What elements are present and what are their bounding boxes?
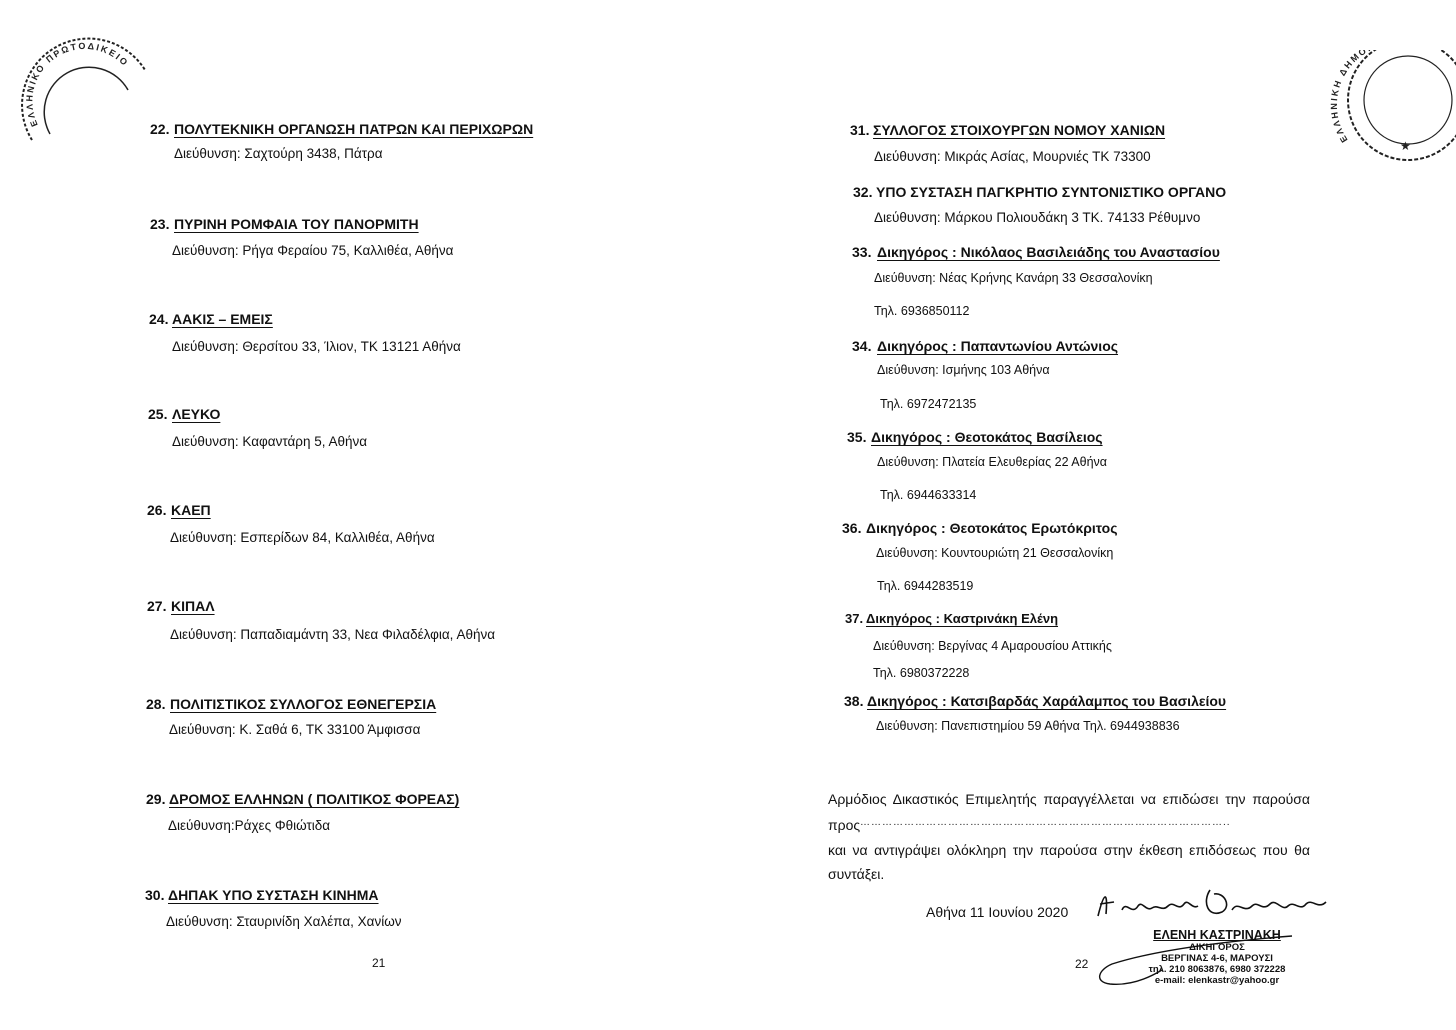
instruction-line-2-prefix: προς [828, 817, 861, 833]
entry-title: Δικηγόρος : Νικόλαος Βασιλειάδης του Αναστασίου [877, 244, 1220, 260]
entry-address: Διεύθυνση: Ισμήνης 103 Αθήνα [877, 363, 1050, 377]
entry-address: Διεύθυνση: Σταυρινίδη Χαλέπα, Χανίων [166, 914, 402, 929]
entry-title: Δικηγόρος : Θεοτοκάτος Ερωτόκριτος [866, 520, 1118, 536]
lawyer-stamp [1096, 926, 1306, 990]
entry-number: 30. [145, 887, 165, 903]
entry-title: Δικηγόρος : Κατσιβαρδάς Χαράλαμπος του Βασιλείου [867, 693, 1227, 709]
entry-number: 22. [150, 121, 170, 137]
entry-address: Διεύθυνση: Πανεπιστημίου 59 Αθήνα Τηλ. 6944938836 [876, 719, 1180, 733]
entry-title: ΛΕΥΚΟ [172, 406, 221, 422]
entry-number: 25. [148, 406, 168, 422]
entry-address: Διεύθυνση: Σαχτούρη 3438, Πάτρα [174, 146, 383, 161]
entry-address: Διεύθυνση: Κ. Σαθά 6, ΤΚ 33100 Άμφισσα [169, 722, 421, 737]
entry-number: 35. [847, 429, 867, 445]
entry-address: Διεύθυνση: Βεργίνας 4 Αμαρουσίου Αττικής [873, 639, 1112, 653]
entry-number: 29. [146, 791, 166, 807]
entry-number: 31. [850, 122, 870, 138]
entry-number: 27. [147, 598, 167, 614]
entry-title: ΚΙΠΑΛ [171, 598, 215, 614]
page-number: 22 [1075, 957, 1089, 971]
entry-number: 37. [845, 611, 864, 626]
entry-number: 23. [150, 216, 170, 232]
entry-title: ΠΟΛΥΤΕΚΝΙΚΗ ΟΡΓΑΝΩΣΗ ΠΑΤΡΩΝ ΚΑΙ ΠΕΡΙΧΩΡΩΝ [174, 121, 534, 137]
entry-title: Δικηγόρος : Παπαντωνίου Αντώνιος [877, 338, 1119, 354]
entry-title: ΣΥΛΛΟΓΟΣ ΣΤΟΙΧΟΥΡΓΩΝ ΝΟΜΟΥ ΧΑΝΙΩΝ [873, 122, 1166, 138]
entry-number: 38. [844, 693, 864, 709]
entry-address: Διεύθυνση: Παπαδιαμάντη 33, Νεα Φιλαδέλφια, Αθήνα [170, 627, 496, 642]
entry-number: 33. [852, 244, 872, 260]
stamp-name: ΕΛΕΝΗ ΚΑΣΤΡΙΝΑΚΗ [1153, 928, 1281, 942]
entry-address: Διεύθυνση: Κουντουριώτη 21 Θεσσαλονίκη [876, 546, 1114, 560]
entry-address: Διεύθυνση: Πλατεία Ελευθερίας 22 Αθήνα [877, 455, 1108, 469]
entry-phone: Τηλ. 6944283519 [877, 579, 974, 593]
instruction-line-3: και να αντιγράψει ολόκληρη την παρούσα στην έκθεση επιδόσεως που θα [828, 842, 1310, 858]
entry-number: 24. [149, 311, 169, 327]
entry-title: ΔΗΠΑΚ ΥΠΟ ΣΥΣΤΑΣΗ ΚΙΝΗΜΑ [168, 887, 379, 903]
entry-number: 32. [853, 184, 873, 200]
entry-title: ΔΡΟΜΟΣ ΕΛΛΗΝΩΝ ( ΠΟΛΙΤΙΚΟΣ ΦΟΡΕΑΣ) [169, 791, 460, 807]
round-stamp-left [20, 30, 150, 160]
stamp-email: e-mail: elenkastr@yahoo.gr [1154, 975, 1280, 986]
entry-phone: Τηλ. 6944633314 [880, 488, 977, 502]
instruction-line-4: συντάξει. [828, 866, 885, 882]
entry-address: Διεύθυνση: Εσπερίδων 84, Καλλιθέα, Αθήνα [170, 530, 435, 545]
entry-address: Διεύθυνση: Ρήγα Φεραίου 75, Καλλιθέα, Αθήνα [172, 243, 454, 258]
entry-address: Διεύθυνση: Μάρκου Πολιουδάκη 3 ΤΚ. 74133 Ρέθυμνο [874, 210, 1201, 225]
entry-number: 36. [842, 520, 862, 536]
instruction-dots: ……………………………………………………………………………………….. [860, 817, 1231, 828]
svg-text:ΕΛΛΗΝΙΚΟ ΠΡΩΤΟΔΙΚΕΙΟ [24, 41, 130, 128]
svg-text:ΕΛΛΗΝΙΚΗ ΔΗΜΟΚΡΑΤΙΑ [1329, 50, 1413, 144]
stamp-address: ΒΕΡΓΙΝΑΣ 4-6, ΜΑΡΟΥΣΙ [1161, 953, 1273, 964]
entry-address: Διεύθυνση:Ράχες Φθιώτιδα [168, 818, 331, 833]
page-number: 21 [372, 956, 386, 970]
entry-phone: Τηλ. 6972472135 [880, 397, 977, 411]
entry-address: Διεύθυνση: Μικράς Ασίας, Μουρνιές ΤΚ 73300 [874, 149, 1151, 164]
stamp-role: ΔΙΚΗΓΟΡΟΣ [1189, 942, 1245, 953]
entry-number: 26. [147, 502, 167, 518]
instruction-line-1: Αρμόδιος Δικαστικός Επιμελητής παραγγέλλεται να επιδώσει την παρούσα [828, 791, 1310, 807]
entry-title: ΑΑΚΙΣ – ΕΜΕΙΣ [172, 311, 273, 327]
entry-address: Διεύθυνση: Νέας Κρήνης Κανάρη 33 Θεσσαλονίκη [874, 271, 1153, 285]
entry-title: ΥΠΟ ΣΥΣΤΑΣΗ ΠΑΓΚΡΗΤΙΟ ΣΥΝΤΟΝΙΣΤΙΚΟ ΟΡΓΑΝΟ [876, 184, 1227, 200]
round-stamp-right [1318, 50, 1456, 170]
entry-title: ΚΑΕΠ [171, 502, 211, 518]
entry-number: 34. [852, 338, 872, 354]
stamp-phones: τηλ. 210 8063876, 6980 372228 [1148, 964, 1286, 975]
entry-address: Διεύθυνση: Θερσίτου 33, Ίλιον, ΤΚ 13121 Αθήνα [172, 339, 461, 354]
date-line: Αθήνα 11 Ιουνίου 2020 [926, 904, 1069, 920]
entry-title: Δικηγόρος : Θεοτοκάτος Βασίλειος [871, 429, 1103, 445]
entry-phone: Τηλ. 6980372228 [873, 666, 970, 680]
entry-title: ΠΟΛΙΤΙΣΤΙΚΟΣ ΣΥΛΛΟΓΟΣ ΕΘΝΕΓΕΡΣΙΑ [170, 696, 437, 712]
stamp-left-text: ΕΛΛΗΝΙΚΟ ΠΡΩΤΟΔΙΚΕΙΟ [24, 40, 131, 129]
entry-address: Διεύθυνση: Καφαντάρη 5, Αθήνα [172, 434, 368, 449]
star-icon: ★ [1400, 139, 1411, 153]
stamp-right-text: ΕΛΛΗΝΙΚΗ ΔΗΜΟ [1328, 50, 1370, 145]
entry-title: Δικηγόρος : Καστρινάκη Ελένη [866, 611, 1059, 626]
entry-number: 28. [146, 696, 166, 712]
entry-phone: Τηλ. 6936850112 [874, 304, 970, 318]
entry-title: ΠΥΡΙΝΗ ΡΟΜΦΑΙΑ ΤΟΥ ΠΑΝΟΡΜΙΤΗ [174, 216, 419, 232]
